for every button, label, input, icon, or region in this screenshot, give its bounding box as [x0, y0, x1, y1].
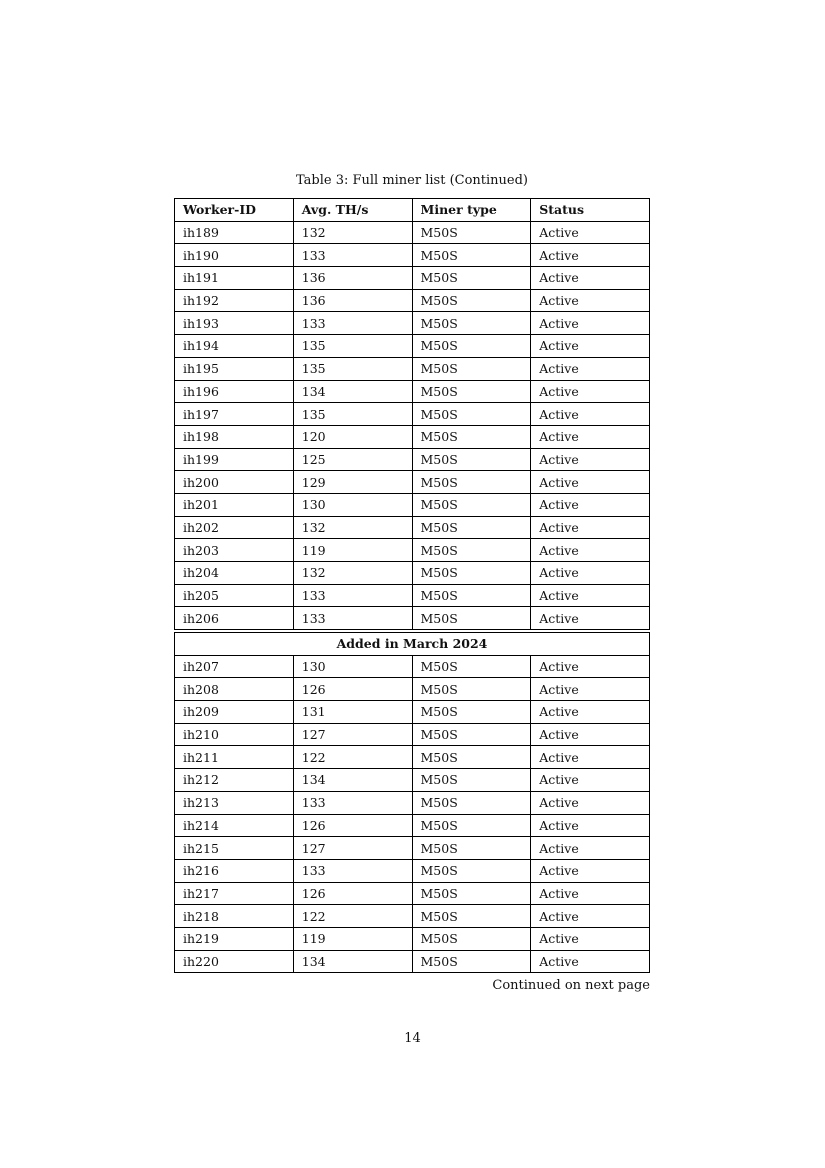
- table-row: [175, 814, 650, 837]
- status-cell: Active: [531, 493, 650, 516]
- miner-type-cell: M50S: [412, 335, 531, 358]
- avg-hashrate-cell: 133: [293, 584, 412, 607]
- status-cell: Active: [531, 701, 650, 724]
- worker-id-cell: ih190: [175, 244, 294, 267]
- table-row: [175, 516, 650, 539]
- table-row: [175, 837, 650, 860]
- status-cell: Active: [531, 950, 650, 973]
- worker-id-cell: ih207: [175, 655, 294, 678]
- table-row: [175, 882, 650, 905]
- avg-hashrate-cell: 127: [293, 837, 412, 860]
- worker-id-cell: ih216: [175, 859, 294, 882]
- worker-id-cell: ih217: [175, 882, 294, 905]
- status-cell: Active: [531, 471, 650, 494]
- worker-id-cell: ih196: [175, 380, 294, 403]
- avg-hashrate-cell: 127: [293, 723, 412, 746]
- status-cell: Active: [531, 539, 650, 562]
- status-cell: Active: [531, 905, 650, 928]
- miner-type-cell: M50S: [412, 357, 531, 380]
- status-cell: Active: [531, 837, 650, 860]
- worker-id-cell: ih212: [175, 769, 294, 792]
- status-cell: Active: [531, 882, 650, 905]
- worker-id-cell: ih195: [175, 357, 294, 380]
- table-row: [175, 312, 650, 335]
- table-row: [175, 357, 650, 380]
- miner-type-cell: M50S: [412, 312, 531, 335]
- worker-id-cell: ih198: [175, 425, 294, 448]
- table-row: [175, 335, 650, 358]
- table-row: [175, 950, 650, 973]
- table-row: [175, 221, 650, 244]
- section-header-row: [175, 633, 650, 656]
- table-caption: Table 3: Full miner list (Continued): [295, 173, 528, 188]
- miner-type-cell: M50S: [412, 584, 531, 607]
- table-row: [175, 769, 650, 792]
- table-row: [175, 403, 650, 426]
- table-row: [175, 723, 650, 746]
- worker-id-cell: ih215: [175, 837, 294, 860]
- status-cell: Active: [531, 516, 650, 539]
- worker-id-cell: ih199: [175, 448, 294, 471]
- status-cell: Active: [531, 289, 650, 312]
- table-row: [175, 791, 650, 814]
- table-row: [175, 678, 650, 701]
- worker-id-cell: ih200: [175, 471, 294, 494]
- worker-id-cell: ih189: [175, 221, 294, 244]
- miner-type-cell: M50S: [412, 267, 531, 290]
- table-row: [175, 448, 650, 471]
- status-cell: Active: [531, 357, 650, 380]
- avg-hashrate-cell: 122: [293, 746, 412, 769]
- status-cell: Active: [531, 425, 650, 448]
- status-cell: Active: [531, 927, 650, 950]
- worker-id-cell: ih205: [175, 584, 294, 607]
- table-body: [175, 221, 650, 629]
- worker-id-cell: ih211: [175, 746, 294, 769]
- avg-hashrate-cell: 122: [293, 905, 412, 928]
- worker-id-cell: ih192: [175, 289, 294, 312]
- section-label: Added in March 2024: [175, 633, 650, 656]
- table-row: [175, 859, 650, 882]
- avg-hashrate-cell: 130: [293, 493, 412, 516]
- status-cell: Active: [531, 746, 650, 769]
- miner-type-cell: M50S: [412, 769, 531, 792]
- miner-type-cell: M50S: [412, 701, 531, 724]
- miner-type-cell: M50S: [412, 905, 531, 928]
- avg-hashrate-cell: 135: [293, 403, 412, 426]
- table-row: [175, 289, 650, 312]
- status-cell: Active: [531, 448, 650, 471]
- avg-hashrate-cell: 134: [293, 950, 412, 973]
- miner-table-added: [174, 632, 650, 973]
- table-row: [175, 244, 650, 267]
- miner-type-cell: M50S: [412, 859, 531, 882]
- avg-hashrate-cell: 136: [293, 267, 412, 290]
- status-cell: Active: [531, 221, 650, 244]
- avg-hashrate-cell: 133: [293, 312, 412, 335]
- worker-id-cell: ih191: [175, 267, 294, 290]
- worker-id-cell: ih206: [175, 607, 294, 630]
- column-header: Miner type: [412, 199, 531, 222]
- status-cell: Active: [531, 312, 650, 335]
- status-cell: Active: [531, 244, 650, 267]
- worker-id-cell: ih202: [175, 516, 294, 539]
- avg-hashrate-cell: 126: [293, 678, 412, 701]
- worker-id-cell: ih197: [175, 403, 294, 426]
- miner-type-cell: M50S: [412, 723, 531, 746]
- miner-type-cell: M50S: [412, 471, 531, 494]
- status-cell: Active: [531, 562, 650, 585]
- avg-hashrate-cell: 133: [293, 859, 412, 882]
- avg-hashrate-cell: 120: [293, 425, 412, 448]
- miner-type-cell: M50S: [412, 814, 531, 837]
- avg-hashrate-cell: 129: [293, 471, 412, 494]
- miner-type-cell: M50S: [412, 289, 531, 312]
- avg-hashrate-cell: 126: [293, 814, 412, 837]
- worker-id-cell: ih208: [175, 678, 294, 701]
- avg-hashrate-cell: 132: [293, 516, 412, 539]
- miner-type-cell: M50S: [412, 380, 531, 403]
- worker-id-cell: ih194: [175, 335, 294, 358]
- status-cell: Active: [531, 723, 650, 746]
- status-cell: Active: [531, 769, 650, 792]
- status-cell: Active: [531, 814, 650, 837]
- miner-type-cell: M50S: [412, 927, 531, 950]
- table-row: [175, 471, 650, 494]
- table-row: [175, 655, 650, 678]
- miner-type-cell: M50S: [412, 882, 531, 905]
- avg-hashrate-cell: 133: [293, 791, 412, 814]
- worker-id-cell: ih218: [175, 905, 294, 928]
- avg-hashrate-cell: 119: [293, 927, 412, 950]
- header-row: [175, 199, 650, 222]
- worker-id-cell: ih204: [175, 562, 294, 585]
- avg-hashrate-cell: 125: [293, 448, 412, 471]
- status-cell: Active: [531, 335, 650, 358]
- miner-type-cell: M50S: [412, 607, 531, 630]
- status-cell: Active: [531, 859, 650, 882]
- table-body: [175, 633, 650, 973]
- avg-hashrate-cell: 135: [293, 335, 412, 358]
- miner-type-cell: M50S: [412, 425, 531, 448]
- miner-type-cell: M50S: [412, 562, 531, 585]
- miner-type-cell: M50S: [412, 403, 531, 426]
- status-cell: Active: [531, 607, 650, 630]
- status-cell: Active: [531, 267, 650, 290]
- status-cell: Active: [531, 584, 650, 607]
- worker-id-cell: ih213: [175, 791, 294, 814]
- worker-id-cell: ih219: [175, 927, 294, 950]
- worker-id-cell: ih193: [175, 312, 294, 335]
- avg-hashrate-cell: 132: [293, 221, 412, 244]
- table-row: [175, 746, 650, 769]
- status-cell: Active: [531, 678, 650, 701]
- table-row: [175, 493, 650, 516]
- table-row: [175, 425, 650, 448]
- continued-note: Continued on next page: [492, 978, 650, 993]
- worker-id-cell: ih203: [175, 539, 294, 562]
- worker-id-cell: ih214: [175, 814, 294, 837]
- worker-id-cell: ih210: [175, 723, 294, 746]
- table-row: [175, 701, 650, 724]
- miner-type-cell: M50S: [412, 950, 531, 973]
- avg-hashrate-cell: 135: [293, 357, 412, 380]
- table-row: [175, 267, 650, 290]
- table-row: [175, 905, 650, 928]
- table-row: [175, 380, 650, 403]
- miner-type-cell: M50S: [412, 448, 531, 471]
- page-number: 14: [404, 1031, 421, 1046]
- miner-type-cell: M50S: [412, 516, 531, 539]
- column-header: Status: [531, 199, 650, 222]
- avg-hashrate-cell: 136: [293, 289, 412, 312]
- miner-type-cell: M50S: [412, 539, 531, 562]
- table-row: [175, 539, 650, 562]
- status-cell: Active: [531, 791, 650, 814]
- table-row: [175, 562, 650, 585]
- avg-hashrate-cell: 134: [293, 769, 412, 792]
- miner-type-cell: M50S: [412, 493, 531, 516]
- miner-type-cell: M50S: [412, 244, 531, 267]
- avg-hashrate-cell: 126: [293, 882, 412, 905]
- worker-id-cell: ih209: [175, 701, 294, 724]
- status-cell: Active: [531, 403, 650, 426]
- worker-id-cell: ih220: [175, 950, 294, 973]
- status-cell: Active: [531, 655, 650, 678]
- miner-type-cell: M50S: [412, 655, 531, 678]
- miner-type-cell: M50S: [412, 678, 531, 701]
- miner-type-cell: M50S: [412, 791, 531, 814]
- avg-hashrate-cell: 119: [293, 539, 412, 562]
- worker-id-cell: ih201: [175, 493, 294, 516]
- miner-type-cell: M50S: [412, 746, 531, 769]
- miner-type-cell: M50S: [412, 837, 531, 860]
- avg-hashrate-cell: 130: [293, 655, 412, 678]
- column-header: Avg. TH/s: [293, 199, 412, 222]
- avg-hashrate-cell: 131: [293, 701, 412, 724]
- avg-hashrate-cell: 134: [293, 380, 412, 403]
- avg-hashrate-cell: 132: [293, 562, 412, 585]
- miner-table: [174, 198, 650, 630]
- avg-hashrate-cell: 133: [293, 607, 412, 630]
- status-cell: Active: [531, 380, 650, 403]
- avg-hashrate-cell: 133: [293, 244, 412, 267]
- table-row: [175, 927, 650, 950]
- column-header: Worker-ID: [175, 199, 294, 222]
- table-row: [175, 607, 650, 630]
- table-row: [175, 584, 650, 607]
- miner-type-cell: M50S: [412, 221, 531, 244]
